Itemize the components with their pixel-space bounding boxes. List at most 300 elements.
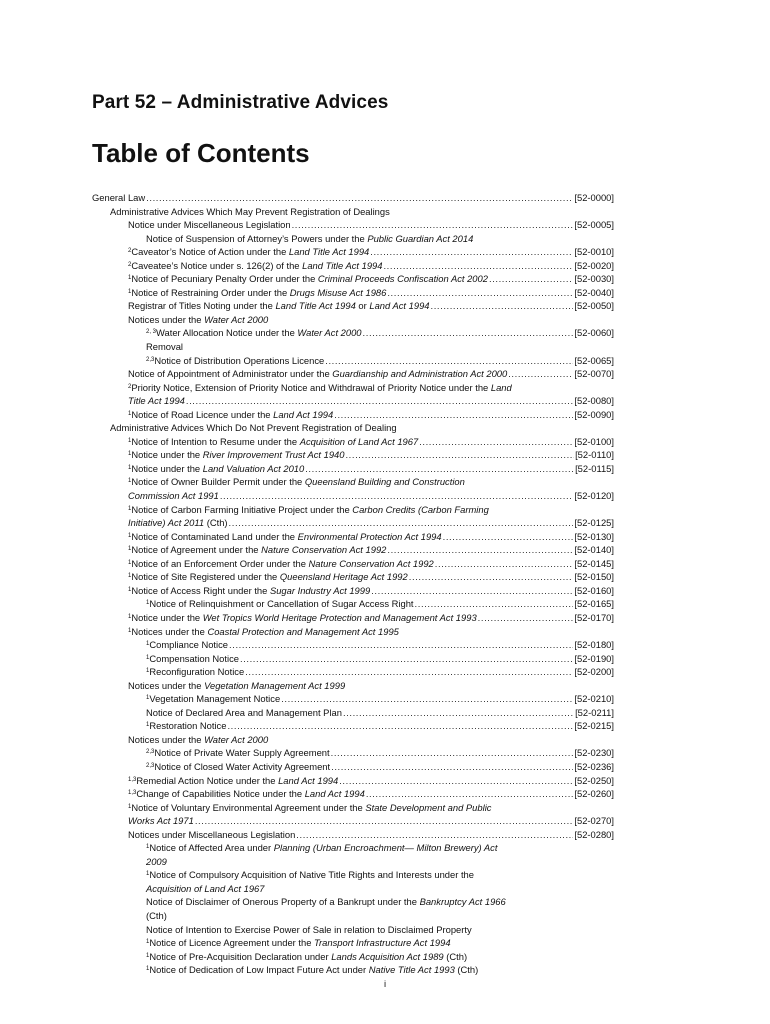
toc-entry-note-marker: 1 — [146, 871, 150, 878]
toc-leader-dots — [489, 272, 573, 286]
toc-leader-dots — [409, 570, 574, 584]
toc-entry-line — [146, 597, 614, 611]
toc-entry[interactable] — [92, 530, 614, 544]
toc-entry[interactable] — [92, 232, 614, 246]
toc-entry[interactable] — [92, 367, 614, 381]
toc-entry-text — [146, 638, 228, 652]
toc-entry-code: [52-0065] — [574, 354, 614, 366]
toc-entry-line — [146, 326, 614, 340]
toc-entry[interactable] — [92, 286, 614, 300]
toc-entry-text — [146, 746, 330, 760]
toc-leader-dots — [245, 665, 573, 679]
toc-entry-code: [52-0280] — [574, 828, 614, 840]
toc-entry[interactable] — [92, 801, 614, 828]
toc-entry-text-part: Caveatee’s Notice under s. 126(2) of the — [131, 259, 303, 271]
toc-entry-code: [52-0090] — [574, 408, 614, 420]
toc-entry-code: [52-0100] — [574, 435, 614, 447]
toc-entry-text-part: Compliance Notice — [149, 639, 229, 651]
toc-entry-second-line — [146, 882, 614, 896]
toc-entry[interactable] — [92, 326, 614, 340]
toc-entry-text-part: Notice of an Enforcement Order under the — [131, 557, 309, 569]
toc-entry-first-line — [146, 841, 614, 855]
toc-entry[interactable] — [92, 692, 614, 706]
toc-entry-note-marker: 1 — [128, 410, 132, 417]
toc-entry-note-marker: 2,3 — [146, 356, 155, 363]
toc-entry-text — [146, 719, 226, 733]
toc-entry[interactable] — [92, 828, 614, 842]
toc-entry-line — [146, 665, 614, 679]
toc-entry-text-part: Notice of Carbon Farming Initiative Project under the — [131, 503, 353, 515]
toc-entry-line — [146, 936, 614, 950]
toc-entry-note-marker: 2,3 — [146, 749, 155, 756]
toc-entry-code: [52-0260] — [574, 788, 614, 800]
toc-leader-dots — [186, 394, 573, 408]
toc-entry-text-part: Notices under the — [128, 313, 205, 325]
toc-entry-line — [128, 530, 614, 544]
toc-entry-text-part: Priority Notice, Extension of Priority Notice and Withdrawal of Priority Notice under the — [131, 381, 491, 393]
toc-entry-text-part: Notice of Pecuniary Penalty Order under the — [131, 273, 318, 285]
toc-entry-act-title: Drugs Misuse Act 1986 — [289, 286, 387, 298]
toc-entry-text — [128, 218, 291, 232]
toc-entry-line — [146, 692, 614, 706]
toc-entry-text-part: Water Allocation Notice under the — [156, 327, 298, 339]
toc-leader-dots — [229, 638, 573, 652]
toc-entry-text-part: Notice of Suspension of Attorney’s Powers under the — [146, 232, 368, 244]
toc-entry[interactable] — [92, 421, 614, 435]
toc-entry-code: [52-0125] — [574, 517, 614, 529]
toc-entry-code: [52-0190] — [574, 652, 614, 664]
toc-entry-text — [146, 692, 280, 706]
toc-entry-note-marker: 1 — [128, 573, 132, 580]
toc-entry-act-title: Acquisition of Land Act 1967 — [299, 435, 419, 447]
toc-entry-act-title: Coastal Protection and Management Act 1995 — [207, 625, 399, 637]
toc-entry-text — [128, 489, 219, 503]
toc-entry-text — [146, 909, 167, 923]
toc-entry[interactable] — [92, 950, 614, 964]
toc-entry-code: [52-0080] — [574, 395, 614, 407]
toc-entry-note-marker: 1 — [128, 532, 132, 539]
toc-leader-dots — [435, 557, 574, 571]
toc-entry[interactable] — [92, 191, 614, 205]
toc-entry-text — [146, 950, 467, 964]
toc-entry-note-marker: 1 — [146, 668, 150, 675]
toc-entry-text — [146, 923, 472, 937]
toc-entry-code: [52-0070] — [574, 368, 614, 380]
toc-entry[interactable] — [92, 963, 614, 977]
toc-entry-act-title: Transport Infrastructure Act 1994 — [314, 937, 451, 949]
toc-leader-dots — [508, 367, 573, 381]
toc-entry-act-title: Works Act 1971 — [128, 815, 194, 827]
toc-leader-dots — [229, 516, 574, 530]
toc-entry-note-marker: 1 — [128, 288, 132, 295]
toc-entry-first-line — [146, 868, 614, 882]
toc-entry[interactable] — [92, 597, 614, 611]
toc-entry[interactable] — [92, 774, 614, 788]
toc-entry-line — [128, 679, 614, 693]
toc-entry-code: [52-0040] — [574, 286, 614, 298]
toc-entry-text — [128, 611, 477, 625]
toc-entry-text-part: General Law — [92, 192, 146, 203]
toc-entry-act-title: Land Act 1994 — [278, 774, 339, 786]
toc-entry-text — [128, 543, 386, 557]
toc-entry-act-title: Commission Act 1991 — [128, 490, 219, 502]
toc-entry-code: [52-0060] — [574, 327, 614, 339]
toc-entry-line — [128, 218, 614, 232]
toc-entry-note-marker: 1 — [146, 654, 150, 661]
toc-entry-line — [146, 652, 614, 666]
toc-entry-note-marker: 2 — [128, 383, 132, 390]
toc-entry-text-part: Notice of Voluntary Environmental Agreement under the — [131, 801, 366, 813]
toc-entry-act-title: Carbon Credits (Carbon Farming — [352, 503, 489, 515]
toc-entry-note-marker: 1,3 — [128, 790, 137, 797]
toc-entry-text-part: Notices under the — [128, 733, 205, 745]
toc-entry-line — [146, 963, 614, 977]
toc-entry[interactable] — [92, 381, 614, 408]
toc-entry-act-title: Queensland Building and Construction — [304, 476, 465, 488]
toc-entry-text — [128, 787, 365, 801]
toc-entry[interactable] — [92, 787, 614, 801]
toc-entry-first-line — [146, 895, 614, 909]
toc-entry-text — [146, 760, 330, 774]
toc-entry-second-line — [128, 814, 614, 828]
toc-leader-dots — [387, 286, 573, 300]
toc-leader-dots — [371, 584, 573, 598]
toc-entry-code: [52-0130] — [574, 530, 614, 542]
toc-entry-line — [146, 232, 614, 246]
toc-entry-act-title: Native Title Act 1993 — [368, 964, 455, 976]
toc-leader-dots — [343, 706, 574, 720]
toc-entry-text-part: Notice of Closed Water Activity Agreement — [154, 760, 331, 772]
toc-entry-text — [128, 733, 268, 747]
toc-entry-text — [128, 516, 228, 530]
toc-leader-dots — [240, 652, 573, 666]
toc-entry-note-marker: 1 — [128, 586, 132, 593]
toc-entry-second-line — [128, 394, 614, 408]
toc-entry-act-title: Land Valuation Act 2010 — [202, 462, 305, 474]
toc-entry-note-marker: 1 — [128, 559, 132, 566]
toc-leader-dots — [281, 692, 573, 706]
toc-entry-text — [128, 394, 185, 408]
toc-entry-text — [146, 665, 244, 679]
toc-leader-dots — [339, 774, 573, 788]
toc-entry-code: [52-0110] — [575, 449, 614, 461]
toc-entry-line — [128, 299, 614, 313]
toc-entry-text — [128, 286, 386, 300]
toc-entry[interactable] — [92, 868, 614, 895]
toc-entry-line — [128, 611, 614, 625]
toc-entry-note-marker: 1 — [146, 966, 150, 973]
toc-entry-text — [128, 802, 491, 813]
toc-entry-text-part: Notice of Restraining Order under the — [131, 286, 290, 298]
toc-entry-note-marker: 1 — [146, 722, 150, 729]
toc-entry-first-line — [128, 475, 614, 489]
toc-entry[interactable] — [92, 503, 614, 530]
toc-entry-text-part: Restoration Notice — [149, 720, 227, 732]
toc-entry-code: [52-0020] — [574, 259, 614, 271]
toc-entry-code: [52-0115] — [575, 462, 614, 474]
toc-entry-text — [128, 828, 295, 842]
toc-entry-text-part: Notice of Intention to Resume under the — [131, 435, 300, 447]
toc-entry-text — [146, 706, 342, 720]
toc-entry-code: [52-0170] — [574, 611, 614, 623]
toc-entry-code: [52-0236] — [574, 760, 614, 772]
toc-entry-line — [146, 923, 614, 937]
toc-entry-note-marker: 2 — [128, 261, 132, 268]
toc-leader-dots — [345, 448, 574, 462]
toc-entry-text-part: Notice under Miscellaneous Legislation — [128, 219, 291, 231]
toc-entry-text-part: Removal — [146, 341, 183, 353]
toc-entry-note-marker: 1 — [128, 627, 132, 634]
toc-entry[interactable] — [92, 462, 614, 476]
toc-leader-dots — [370, 245, 573, 259]
toc-entry-text — [128, 625, 399, 639]
toc-entry-text-part: Notice of Agreement under the — [131, 544, 262, 556]
toc-entry[interactable] — [92, 746, 614, 760]
toc-leader-dots — [305, 462, 574, 476]
toc-entry-text — [146, 326, 362, 340]
toc-leader-dots — [387, 543, 573, 557]
toc-entry-text-part: Notices under the — [131, 625, 208, 637]
toc-entry-act-title: Land Act 1994 — [304, 788, 365, 800]
toc-entry[interactable] — [92, 665, 614, 679]
toc-entry-code: [52-0250] — [574, 774, 614, 786]
part-title: Part 52 – Administrative Advices — [92, 92, 389, 113]
toc-entry[interactable] — [92, 936, 614, 950]
toc-entry[interactable] — [92, 706, 614, 720]
toc-entry[interactable] — [92, 205, 614, 219]
toc-entry[interactable] — [92, 733, 614, 747]
page-number: i — [383, 978, 387, 989]
toc-entry[interactable] — [92, 652, 614, 666]
toc-entry-text — [128, 299, 430, 313]
toc-entry-text — [128, 774, 338, 788]
toc-entry[interactable] — [92, 584, 614, 598]
toc-leader-dots — [331, 746, 574, 760]
toc-entry-act-title: Acquisition of Land Act 1967 — [146, 882, 265, 894]
toc-entry[interactable] — [92, 475, 614, 502]
toc-leader-dots — [296, 828, 573, 842]
toc-entry-text-part: Notice of Owner Builder Permit under the — [131, 476, 305, 488]
toc-entry[interactable] — [92, 259, 614, 273]
toc-entry-text-part: Notice under the — [131, 611, 203, 623]
toc-entry-line — [128, 367, 614, 381]
toc-entry[interactable] — [92, 570, 614, 584]
toc-entry-note-marker: 1 — [128, 464, 132, 471]
toc-entry-act-title: Land Act 1994 — [369, 300, 430, 312]
toc-entry[interactable] — [92, 638, 614, 652]
toc-entry-note-marker: 2, 3 — [146, 329, 157, 336]
toc-entry-act-title: Wet Tropics World Heritage Protection and Management Act 1993 — [202, 611, 477, 623]
toc-entry-line — [128, 408, 614, 422]
toc-entry-line — [128, 828, 614, 842]
toc-entry-text-part: Notice of Disclaimer of Onerous Property of a Bankrupt under the — [146, 896, 420, 908]
toc-entry-note-marker: 1 — [128, 437, 132, 444]
toc-entry-text — [128, 504, 489, 515]
toc-entry-act-title: Lands Acquisition Act 1989 — [331, 950, 444, 962]
toc-entry-code: [52-0200] — [574, 666, 614, 678]
toc-entry-text-part: Notice of Road Licence under the — [131, 408, 274, 420]
toc-leader-dots — [292, 218, 574, 232]
toc-entry-line — [146, 950, 614, 964]
toc-entry[interactable] — [92, 218, 614, 232]
toc-entry-code: [52-0160] — [574, 584, 614, 596]
toc-entry-text — [146, 340, 183, 354]
toc-entry-code: [52-0145] — [574, 557, 614, 569]
toc-entry-line — [128, 543, 614, 557]
toc-entry-code: [52-0120] — [574, 490, 614, 502]
toc-leader-dots — [431, 299, 574, 313]
toc-entry-text — [146, 597, 414, 611]
toc-entry[interactable] — [92, 719, 614, 733]
toc-entry-act-title: River Improvement Trust Act 1940 — [202, 449, 345, 461]
toc-entry-act-title: Land Title Act 1994 — [288, 246, 370, 258]
toc-entry-line — [146, 719, 614, 733]
toc-entry-text-part: (Cth) — [454, 964, 479, 976]
toc-entry-note-marker: 1 — [128, 505, 132, 512]
toc-leader-dots — [383, 259, 573, 273]
toc-entry[interactable] — [92, 340, 614, 354]
toc-entry-text — [110, 205, 390, 219]
toc-entry-line — [110, 421, 614, 435]
toc-entry-note-marker: 1 — [128, 803, 132, 810]
toc-entry-line — [128, 557, 614, 571]
toc-entry-text — [128, 259, 382, 273]
toc-entry[interactable] — [92, 408, 614, 422]
toc-entry[interactable] — [92, 435, 614, 449]
toc-entry-code: [52-0215] — [574, 720, 614, 732]
toc-entry-text-part: Compensation Notice — [149, 652, 239, 664]
toc-entry-second-line — [128, 516, 614, 530]
toc-entry-line — [128, 435, 614, 449]
toc-entry-act-title: Initiative) Act 2011 — [128, 517, 205, 529]
toc-entry[interactable] — [92, 354, 614, 368]
toc-entry-first-line — [128, 381, 614, 395]
toc-entry-act-title: 2009 — [146, 855, 167, 867]
toc-entry-line — [128, 286, 614, 300]
toc-entry-line — [146, 340, 614, 354]
toc-entry-note-marker: 1 — [146, 952, 150, 959]
toc-entry[interactable] — [92, 679, 614, 693]
toc-entry-code: [52-0180] — [574, 639, 614, 651]
toc-leader-dots — [227, 719, 573, 733]
toc-entry-note-marker: 1 — [146, 844, 150, 851]
toc-entry-text — [146, 869, 474, 880]
toc-entry-text-part: Registrar of Titles Noting under the — [128, 300, 276, 312]
toc-entry-act-title: Criminal Proceeds Confiscation Act 2002 — [317, 273, 488, 285]
toc-entry-text-part: Notices under the — [128, 679, 205, 691]
toc-entry-text-part: Notice of Compulsory Acquisition of Native Title Rights and Interests under the — [149, 869, 474, 881]
toc-title: Table of Contents — [92, 138, 310, 168]
toc-entry-code: [52-0010] — [574, 246, 614, 258]
toc-entry-text-part: Notice of Dedication of Low Impact Future Act under — [149, 964, 369, 976]
toc-entry-text-part: Notice under the — [131, 462, 203, 474]
toc-entry[interactable] — [92, 299, 614, 313]
toc-entry-code: [52-0150] — [574, 571, 614, 583]
toc-entry-text — [128, 382, 512, 393]
toc-entry-line — [146, 638, 614, 652]
toc-entry[interactable] — [92, 272, 614, 286]
toc-entry-line — [128, 313, 614, 327]
toc-entry-act-title: Land Title Act 1994 — [275, 300, 356, 312]
toc-entry-text-part: Caveator’s Notice of Action under the — [131, 246, 289, 258]
toc-entry-text-part: Notice of Licence Agreement under the — [149, 937, 315, 949]
toc-entry-note-marker: 2 — [128, 248, 132, 255]
toc-leader-dots — [419, 435, 573, 449]
toc-entry-text-part: Vegetation Management Notice — [149, 693, 281, 705]
toc-entry-text-part: Notice of Intention to Exercise Power of Sale in relation to Disclaimed Property — [146, 923, 472, 935]
toc-entry-text — [128, 679, 345, 693]
toc-leader-dots — [220, 489, 574, 503]
toc-entry-text — [128, 462, 304, 476]
toc-entry-text — [128, 530, 442, 544]
toc-entry-act-title: Guardianship and Administration Act 2000 — [332, 368, 508, 380]
toc-entry-text-part: Notice of Access Right under the — [131, 584, 270, 596]
toc-entry[interactable] — [92, 625, 614, 639]
toc-entry-line — [128, 448, 614, 462]
toc-entry[interactable] — [92, 245, 614, 259]
toc-entry[interactable] — [92, 448, 614, 462]
toc-entry-text — [128, 557, 434, 571]
toc-entry[interactable] — [92, 895, 614, 922]
toc-entry-line — [92, 191, 614, 205]
toc-entry-act-title: Sugar Industry Act 1999 — [269, 584, 371, 596]
toc-entry[interactable] — [92, 923, 614, 937]
toc-entry[interactable] — [92, 313, 614, 327]
toc-entry[interactable] — [92, 760, 614, 774]
toc-entry-note-marker: 1,3 — [128, 776, 137, 783]
toc-entry[interactable] — [92, 611, 614, 625]
toc-entry-text-part: Notice of Declared Area and Management Plan — [146, 706, 342, 718]
toc-entry-text — [128, 448, 344, 462]
toc-entry-act-title: State Development and Public — [365, 801, 492, 813]
toc-entry-text-part: Notice of Site Registered under the — [131, 571, 280, 583]
toc-entry-line — [128, 462, 614, 476]
toc-entry-code: [52-0210] — [574, 693, 614, 705]
toc-leader-dots — [334, 408, 573, 422]
toc-entry-first-line — [128, 801, 614, 815]
toc-entry-note-marker: 1 — [128, 451, 132, 458]
toc-entry-act-title: Vegetation Management Act 1999 — [204, 679, 346, 691]
toc-entry-code: [52-0050] — [574, 300, 614, 312]
toc-entry-line — [128, 584, 614, 598]
toc-leader-dots — [366, 787, 574, 801]
toc-entry-text — [128, 435, 418, 449]
toc-entry-code: [52-0005] — [574, 219, 614, 231]
toc-entry-note-marker: 1 — [128, 478, 132, 485]
toc-entry-note-marker: 1 — [146, 600, 150, 607]
toc-entry-text-part: Administrative Advices Which Do Not Prevent Registration of Dealing — [110, 422, 397, 434]
toc-entry-act-title: Nature Conservation Act 1992 — [308, 557, 434, 569]
toc-entry-act-title: Queensland Heritage Act 1992 — [279, 571, 408, 583]
toc-entry[interactable] — [92, 543, 614, 557]
toc-entry-note-marker: 2,3 — [146, 762, 155, 769]
toc-entry-line — [128, 774, 614, 788]
toc-entry-text — [128, 476, 465, 487]
toc-entry-act-title: Water Act 2000 — [204, 313, 269, 325]
toc-entry[interactable] — [92, 841, 614, 868]
toc-entry-text-part: Notice of Pre-Acquisition Declaration under — [149, 950, 332, 962]
toc-entry-act-title: Water Act 2000 — [297, 327, 362, 339]
toc-entry-code: [52-0140] — [574, 544, 614, 556]
toc-entry-line — [146, 354, 614, 368]
toc-entry-line — [128, 245, 614, 259]
toc-entry[interactable] — [92, 557, 614, 571]
toc-leader-dots — [146, 191, 573, 205]
toc-entry-act-title: Planning (Urban Encroachment— Milton Brewery) Act — [273, 842, 498, 854]
toc-leader-dots — [325, 354, 573, 368]
toc-entry-text-part: Notice of Contaminated Land under the — [131, 530, 298, 542]
toc-list — [92, 191, 614, 977]
